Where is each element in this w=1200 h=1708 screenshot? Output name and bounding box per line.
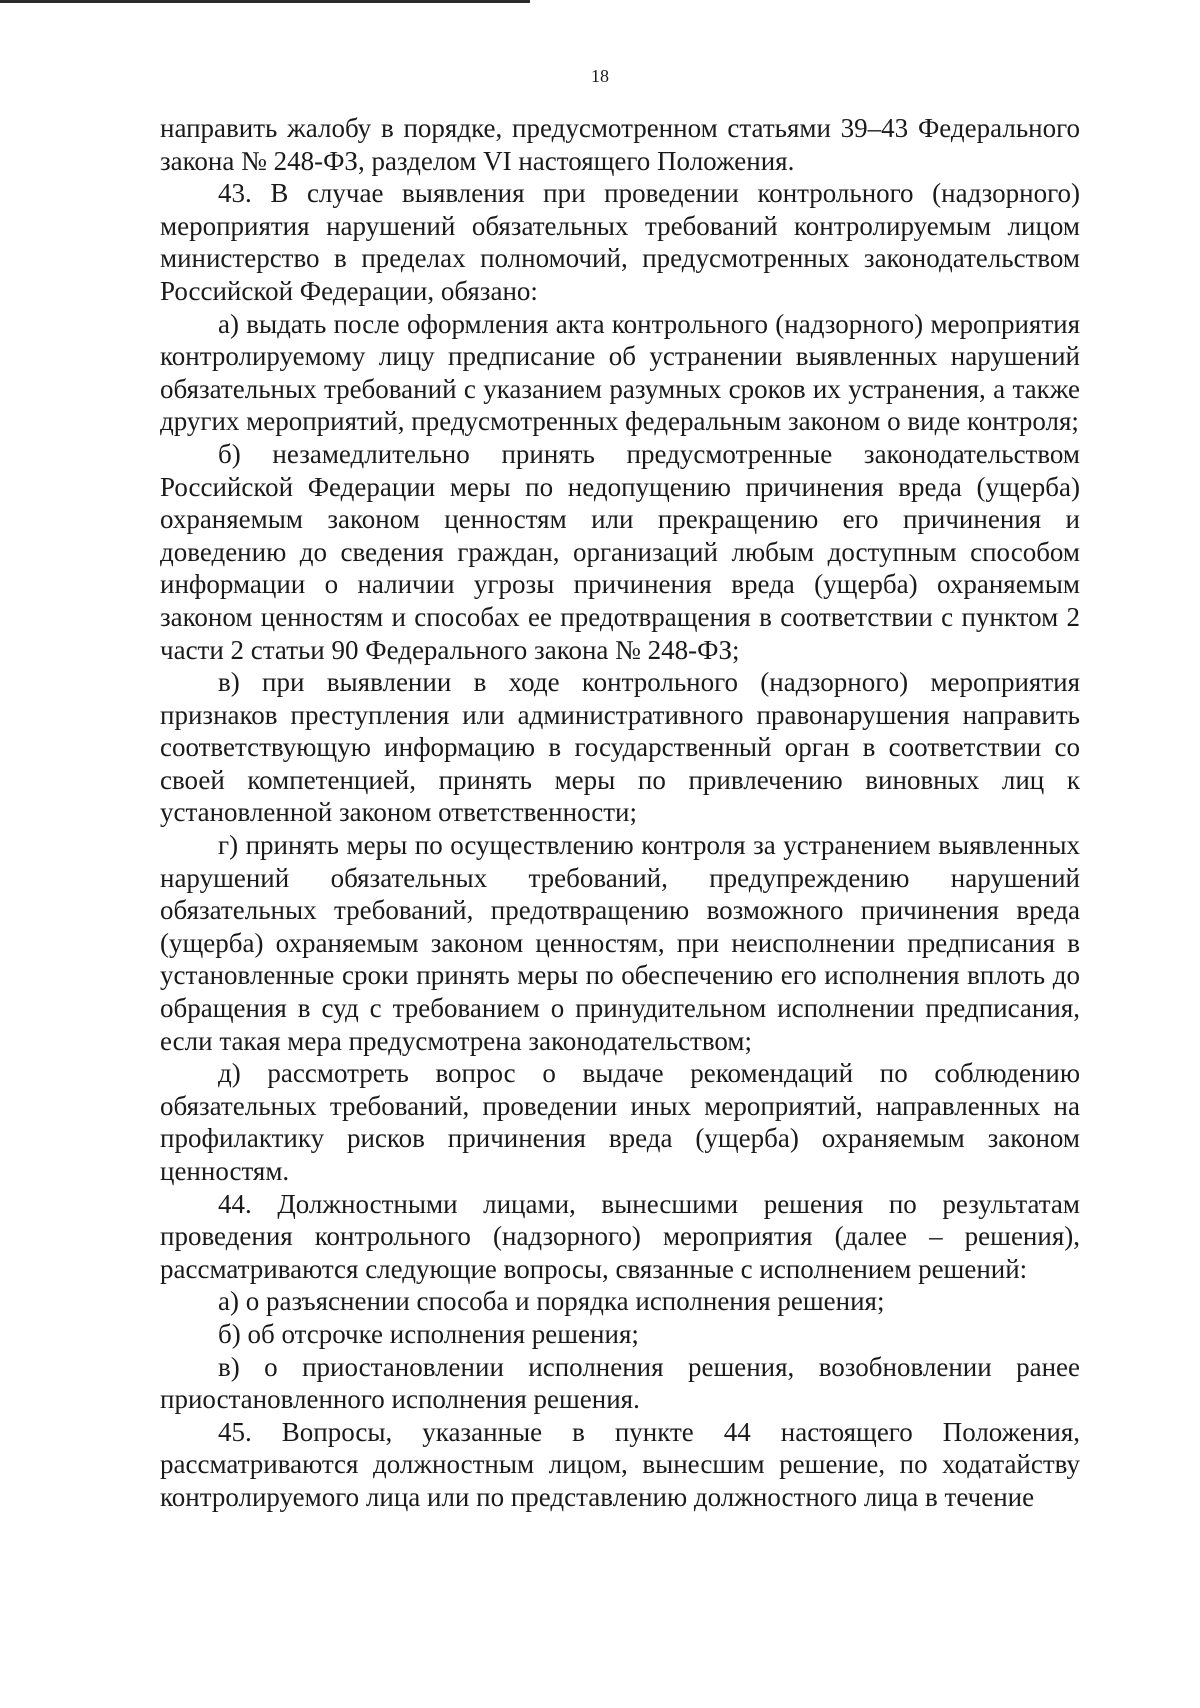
paragraph-item-44-a: а) о разъяснении способа и порядка исполнения решения; (218, 1286, 885, 1317)
paragraph-item-45: 45. Вопросы, указанные в пункте 44 настоящего Положения, рассматриваются должностным лицом, вынесшим решение, по ходатайству контролируемого лица или по представлению должностного лица в течение (160, 1416, 1080, 1512)
scan-edge-line (0, 0, 530, 3)
paragraph-subitem-a: а) выдать после оформления акта контрольного (надзорного) мероприятия контролируемому лицу предписание об устранении выявленных нарушений обязательных требований с указанием разумных сроков их устранения, а также других мероприятий, предусмотренных федеральным законом о виде контроля; (160, 308, 1080, 437)
document-body (160, 112, 1080, 1514)
paragraph-subitem-b: б) незамедлительно принять предусмотренные законодательством Российской Федерации меры по недопущению причинения вреда (ущерба) охраняемым законом ценностям или прекращению его причинения и доведению до сведения граждан, организаций любым доступным способом информации о наличии угрозы причинения вреда (ущерба) охраняемым законом ценностям и способах ее предотвращения в соответствии с пунктом 2 части 2 статьи 90 Федерального закона № 248-ФЗ; (160, 438, 1080, 665)
paragraph-continuation: направить жалобу в порядке, предусмотренном статьями 39–43 Федерального закона № 248-ФЗ, разделом VI настоящего Положения. (160, 113, 1080, 176)
paragraph-item-43: 43. В случае выявления при проведении контрольного (надзорного) мероприятия нарушений обязательных требований контролируемым лицом министерство в пределах полномочий, предусмотренных законодательством Российской Федерации, обязано: (160, 178, 1080, 306)
paragraph-item-44: 44. Должностными лицами, вынесшими решения по результатам проведения контрольного (надзорного) мероприятия (далее – решения), рассматриваются следующие вопросы, связанные с исполнением решений: (160, 1188, 1080, 1284)
paragraph-subitem-g: г) принять меры по осуществлению контроля за устранением выявленных нарушений обязательных требований, предупреждению нарушений обязательных требований, предотвращению возможного причинения вреда (ущерба) охраняемым законом ценностям, при неисполнении предписания в установленные сроки принять меры по обеспечению его исполнения вплоть до обращения в суд с требованием о принудительном исполнении предписания, если такая мера предусмотрена законодательством; (160, 830, 1080, 1056)
paragraph-item-44-v: в) о приостановлении исполнения решения, возобновлении ранее приостановленного исполнения решения. (160, 1351, 1080, 1415)
paragraph-item-44-b: б) об отсрочке исполнения решения; (218, 1318, 639, 1349)
paragraph-subitem-d: д) рассмотреть вопрос о выдаче рекомендаций по соблюдению обязательных требований, проведении иных мероприятий, направленных на профилактику рисков причинения вреда (ущерба) охраняемым законом ценностям. (160, 1058, 1080, 1186)
paragraph-subitem-v: в) при выявлении в ходе контрольного (надзорного) мероприятия признаков преступления или административного правонарушения направить соответствующую информацию в государственный орган в соответствии со своей компетенцией, принять меры по привлечению виновных лиц к установленной законом ответственности; (160, 667, 1080, 828)
page-number: 18 (591, 66, 609, 86)
